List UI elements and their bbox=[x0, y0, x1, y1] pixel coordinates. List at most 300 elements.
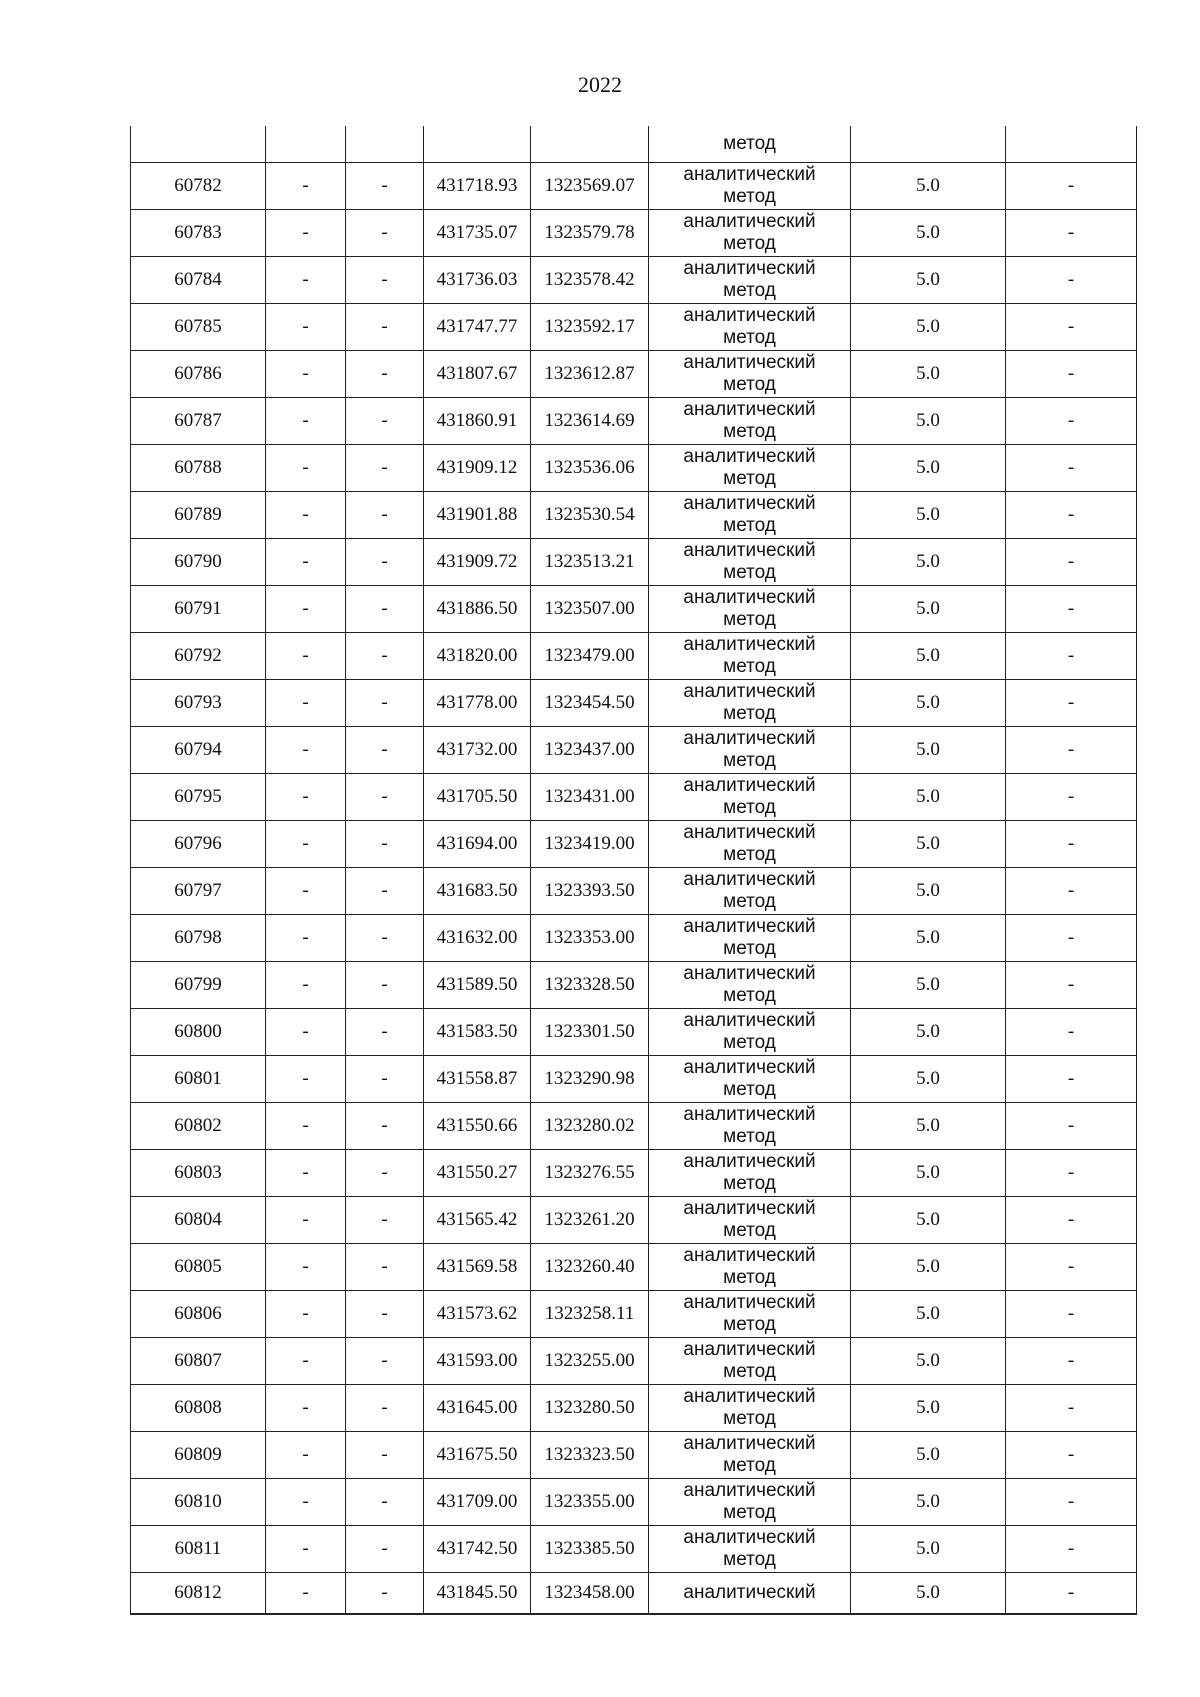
dash-cell: - bbox=[346, 586, 424, 633]
y-coordinate-cell: 1323578.42 bbox=[531, 257, 649, 304]
accuracy-cell: 5.0 bbox=[851, 351, 1006, 398]
method-line-2: метод bbox=[723, 609, 776, 630]
method-cell bbox=[649, 1338, 851, 1385]
method-cell bbox=[649, 1291, 851, 1338]
table-row bbox=[131, 492, 1137, 539]
method-line-2: метод bbox=[723, 1549, 776, 1570]
method-line-1: аналитический bbox=[683, 1104, 816, 1125]
method-line-1: аналитический bbox=[683, 1480, 816, 1501]
point-id-cell: 60797 bbox=[131, 868, 266, 915]
dash-cell: - bbox=[346, 492, 424, 539]
method-line-1: аналитический bbox=[683, 1527, 816, 1548]
method-line-1: аналитический bbox=[683, 540, 816, 561]
accuracy-cell: 5.0 bbox=[851, 1385, 1006, 1432]
dash-cell: - bbox=[346, 539, 424, 586]
x-coordinate-cell: 431732.00 bbox=[424, 727, 531, 774]
method-cell bbox=[649, 868, 851, 915]
accuracy-cell: 5.0 bbox=[851, 774, 1006, 821]
y-coordinate-cell: 1323454.50 bbox=[531, 680, 649, 727]
method-cell bbox=[649, 633, 851, 680]
accuracy-cell: 5.0 bbox=[851, 1009, 1006, 1056]
method-line-1: аналитический bbox=[683, 352, 816, 373]
accuracy-cell: 5.0 bbox=[851, 445, 1006, 492]
table-row bbox=[131, 1573, 1137, 1615]
y-coordinate-cell: 1323507.00 bbox=[531, 586, 649, 633]
dash-cell: - bbox=[1006, 257, 1137, 304]
point-id-cell: 60789 bbox=[131, 492, 266, 539]
table-row bbox=[131, 586, 1137, 633]
method-line-1: аналитический bbox=[683, 916, 816, 937]
dash-cell: - bbox=[1006, 1291, 1137, 1338]
dash-cell: - bbox=[346, 1056, 424, 1103]
method-line-2: метод bbox=[723, 421, 776, 442]
method-cell bbox=[649, 1432, 851, 1479]
dash-cell: - bbox=[1006, 163, 1137, 210]
method-cell bbox=[649, 210, 851, 257]
x-coordinate-cell: 431736.03 bbox=[424, 257, 531, 304]
dash-cell: - bbox=[1006, 774, 1137, 821]
method-line-1: аналитический bbox=[683, 1433, 816, 1454]
method-cell bbox=[649, 304, 851, 351]
point-id-cell: 60793 bbox=[131, 680, 266, 727]
method-line-2: метод bbox=[723, 562, 776, 583]
dash-cell: - bbox=[266, 915, 346, 962]
accuracy-cell: 5.0 bbox=[851, 1526, 1006, 1573]
method-line-1: аналитический bbox=[683, 1151, 816, 1172]
dash-cell: - bbox=[266, 586, 346, 633]
table-row bbox=[131, 163, 1137, 210]
dash-cell: - bbox=[346, 821, 424, 868]
table-cell bbox=[424, 126, 531, 163]
point-id-cell: 60790 bbox=[131, 539, 266, 586]
method-line-1: аналитический bbox=[683, 869, 816, 890]
x-coordinate-cell: 431694.00 bbox=[424, 821, 531, 868]
point-id-cell: 60811 bbox=[131, 1526, 266, 1573]
dash-cell: - bbox=[266, 492, 346, 539]
dash-cell: - bbox=[266, 1103, 346, 1150]
dash-cell: - bbox=[1006, 1056, 1137, 1103]
point-id-cell: 60806 bbox=[131, 1291, 266, 1338]
dash-cell: - bbox=[266, 351, 346, 398]
x-coordinate-cell: 431820.00 bbox=[424, 633, 531, 680]
dash-cell: - bbox=[266, 1385, 346, 1432]
dash-cell: - bbox=[1006, 633, 1137, 680]
x-coordinate-cell: 431705.50 bbox=[424, 774, 531, 821]
accuracy-cell: 5.0 bbox=[851, 1291, 1006, 1338]
dash-cell: - bbox=[346, 1526, 424, 1573]
dash-cell: - bbox=[266, 1291, 346, 1338]
table-row bbox=[131, 821, 1137, 868]
method-cell bbox=[649, 915, 851, 962]
point-id-cell: 60810 bbox=[131, 1479, 266, 1526]
method-line-1: аналитический bbox=[683, 399, 816, 420]
dash-cell: - bbox=[266, 680, 346, 727]
y-coordinate-cell: 1323258.11 bbox=[531, 1291, 649, 1338]
x-coordinate-cell: 431909.72 bbox=[424, 539, 531, 586]
point-id-cell: 60788 bbox=[131, 445, 266, 492]
method-cell: метод bbox=[649, 126, 851, 163]
method-cell bbox=[649, 1197, 851, 1244]
dash-cell: - bbox=[266, 633, 346, 680]
y-coordinate-cell: 1323393.50 bbox=[531, 868, 649, 915]
dash-cell: - bbox=[346, 257, 424, 304]
dash-cell: - bbox=[266, 304, 346, 351]
accuracy-cell: 5.0 bbox=[851, 868, 1006, 915]
method-line-2: метод bbox=[723, 891, 776, 912]
method-cell bbox=[649, 1244, 851, 1291]
dash-cell: - bbox=[346, 727, 424, 774]
table-cell bbox=[531, 126, 649, 163]
accuracy-cell: 5.0 bbox=[851, 1103, 1006, 1150]
method-line-2: метод bbox=[723, 1502, 776, 1523]
y-coordinate-cell: 1323479.00 bbox=[531, 633, 649, 680]
y-coordinate-cell: 1323437.00 bbox=[531, 727, 649, 774]
method-line-2: метод bbox=[723, 327, 776, 348]
dash-cell: - bbox=[266, 1009, 346, 1056]
dash-cell: - bbox=[1006, 445, 1137, 492]
y-coordinate-cell: 1323301.50 bbox=[531, 1009, 649, 1056]
table-row bbox=[131, 1291, 1137, 1338]
method-line-2: метод bbox=[723, 515, 776, 536]
point-id-cell: 60791 bbox=[131, 586, 266, 633]
dash-cell: - bbox=[1006, 915, 1137, 962]
x-coordinate-cell: 431718.93 bbox=[424, 163, 531, 210]
point-id-cell: 60796 bbox=[131, 821, 266, 868]
method-line-1: аналитический bbox=[683, 775, 816, 796]
x-coordinate-cell: 431807.67 bbox=[424, 351, 531, 398]
table-row bbox=[131, 351, 1137, 398]
accuracy-cell: 5.0 bbox=[851, 680, 1006, 727]
accuracy-cell: 5.0 bbox=[851, 539, 1006, 586]
dash-cell: - bbox=[1006, 868, 1137, 915]
accuracy-cell: 5.0 bbox=[851, 492, 1006, 539]
dash-cell: - bbox=[266, 398, 346, 445]
method-line-1: аналитический bbox=[683, 822, 816, 843]
method-line-1: аналитический bbox=[683, 634, 816, 655]
x-coordinate-cell: 431778.00 bbox=[424, 680, 531, 727]
accuracy-cell: 5.0 bbox=[851, 1197, 1006, 1244]
method-cell bbox=[649, 1103, 851, 1150]
dash-cell: - bbox=[266, 1244, 346, 1291]
x-coordinate-cell: 431569.58 bbox=[424, 1244, 531, 1291]
method-cell bbox=[649, 351, 851, 398]
table-row bbox=[131, 1150, 1137, 1197]
method-cell bbox=[649, 1526, 851, 1573]
method-cell bbox=[649, 821, 851, 868]
accuracy-cell: 5.0 bbox=[851, 1244, 1006, 1291]
x-coordinate-cell: 431747.77 bbox=[424, 304, 531, 351]
dash-cell: - bbox=[346, 962, 424, 1009]
method-line-2: метод bbox=[723, 186, 776, 207]
x-coordinate-cell: 431675.50 bbox=[424, 1432, 531, 1479]
dash-cell: - bbox=[1006, 210, 1137, 257]
x-coordinate-cell: 431583.50 bbox=[424, 1009, 531, 1056]
dash-cell: - bbox=[266, 1197, 346, 1244]
table-row bbox=[131, 1197, 1137, 1244]
dash-cell: - bbox=[346, 1479, 424, 1526]
y-coordinate-cell: 1323261.20 bbox=[531, 1197, 649, 1244]
method-line-1: аналитический bbox=[683, 493, 816, 514]
dash-cell: - bbox=[266, 1573, 346, 1615]
table-row bbox=[131, 633, 1137, 680]
table-cell bbox=[131, 126, 266, 163]
method-line-2: метод bbox=[723, 280, 776, 301]
x-coordinate-cell: 431886.50 bbox=[424, 586, 531, 633]
accuracy-cell: 5.0 bbox=[851, 821, 1006, 868]
method-cell bbox=[649, 398, 851, 445]
table-row bbox=[131, 210, 1137, 257]
method-cell bbox=[649, 1150, 851, 1197]
method-cell bbox=[649, 492, 851, 539]
accuracy-cell: 5.0 bbox=[851, 633, 1006, 680]
method-line-1: аналитический bbox=[683, 1582, 816, 1603]
dash-cell: - bbox=[266, 539, 346, 586]
point-id-cell: 60807 bbox=[131, 1338, 266, 1385]
method-cell bbox=[649, 1056, 851, 1103]
dash-cell: - bbox=[346, 351, 424, 398]
table-row bbox=[131, 774, 1137, 821]
method-line-2: метод bbox=[723, 1314, 776, 1335]
dash-cell: - bbox=[346, 915, 424, 962]
table-row bbox=[131, 727, 1137, 774]
table-row bbox=[131, 539, 1137, 586]
dash-cell: - bbox=[1006, 1244, 1137, 1291]
method-line-2: метод bbox=[723, 985, 776, 1006]
x-coordinate-cell: 431860.91 bbox=[424, 398, 531, 445]
dash-cell: - bbox=[266, 962, 346, 1009]
y-coordinate-cell: 1323431.00 bbox=[531, 774, 649, 821]
method-line-2: метод bbox=[723, 1361, 776, 1382]
dash-cell: - bbox=[266, 445, 346, 492]
y-coordinate-cell: 1323385.50 bbox=[531, 1526, 649, 1573]
method-line-2: метод bbox=[723, 1032, 776, 1053]
method-line-2: метод bbox=[723, 1455, 776, 1476]
dash-cell: - bbox=[1006, 1338, 1137, 1385]
dash-cell: - bbox=[346, 1573, 424, 1615]
dash-cell: - bbox=[1006, 962, 1137, 1009]
table-row bbox=[131, 1479, 1137, 1526]
dash-cell: - bbox=[1006, 1479, 1137, 1526]
accuracy-cell: 5.0 bbox=[851, 1338, 1006, 1385]
dash-cell: - bbox=[1006, 1103, 1137, 1150]
accuracy-cell: 5.0 bbox=[851, 210, 1006, 257]
x-coordinate-cell: 431709.00 bbox=[424, 1479, 531, 1526]
dash-cell: - bbox=[1006, 1009, 1137, 1056]
accuracy-cell: 5.0 bbox=[851, 257, 1006, 304]
method-cell bbox=[649, 680, 851, 727]
y-coordinate-cell: 1323614.69 bbox=[531, 398, 649, 445]
accuracy-cell: 5.0 bbox=[851, 1479, 1006, 1526]
dash-cell: - bbox=[346, 1197, 424, 1244]
x-coordinate-cell: 431550.27 bbox=[424, 1150, 531, 1197]
point-id-cell: 60803 bbox=[131, 1150, 266, 1197]
dash-cell: - bbox=[266, 1056, 346, 1103]
table-row bbox=[131, 1385, 1137, 1432]
table-row bbox=[131, 304, 1137, 351]
table-row bbox=[131, 1526, 1137, 1573]
method-cell bbox=[649, 445, 851, 492]
dash-cell: - bbox=[1006, 492, 1137, 539]
dash-cell: - bbox=[1006, 1197, 1137, 1244]
x-coordinate-cell: 431565.42 bbox=[424, 1197, 531, 1244]
x-coordinate-cell: 431735.07 bbox=[424, 210, 531, 257]
dash-cell: - bbox=[266, 210, 346, 257]
dash-cell: - bbox=[346, 680, 424, 727]
method-line-1: аналитический bbox=[683, 211, 816, 232]
y-coordinate-cell: 1323419.00 bbox=[531, 821, 649, 868]
point-id-cell: 60795 bbox=[131, 774, 266, 821]
table-cell bbox=[346, 126, 424, 163]
point-id-cell: 60804 bbox=[131, 1197, 266, 1244]
method-line-2: метод bbox=[723, 1267, 776, 1288]
table-row bbox=[131, 1244, 1137, 1291]
table-row bbox=[131, 257, 1137, 304]
method-line-1: аналитический bbox=[683, 1292, 816, 1313]
accuracy-cell: 5.0 bbox=[851, 1573, 1006, 1615]
y-coordinate-cell: 1323530.54 bbox=[531, 492, 649, 539]
x-coordinate-cell: 431645.00 bbox=[424, 1385, 531, 1432]
table-body bbox=[131, 126, 1137, 1614]
dash-cell: - bbox=[346, 1291, 424, 1338]
table-row bbox=[131, 398, 1137, 445]
method-line-1: аналитический bbox=[683, 681, 816, 702]
dash-cell: - bbox=[266, 1432, 346, 1479]
dash-cell: - bbox=[346, 1009, 424, 1056]
point-id-cell: 60786 bbox=[131, 351, 266, 398]
dash-cell: - bbox=[346, 304, 424, 351]
x-coordinate-cell: 431589.50 bbox=[424, 962, 531, 1009]
table-cell bbox=[851, 126, 1006, 163]
table-row bbox=[131, 445, 1137, 492]
dash-cell: - bbox=[346, 1150, 424, 1197]
y-coordinate-cell: 1323458.00 bbox=[531, 1573, 649, 1615]
method-line-1: аналитический bbox=[683, 963, 816, 984]
method-line-2: метод bbox=[723, 468, 776, 489]
method-line-2: метод bbox=[723, 797, 776, 818]
method-line-2: метод bbox=[723, 233, 776, 254]
method-line-2: метод bbox=[723, 844, 776, 865]
dash-cell: - bbox=[346, 1338, 424, 1385]
y-coordinate-cell: 1323579.78 bbox=[531, 210, 649, 257]
method-line-1: аналитический bbox=[683, 587, 816, 608]
dash-cell: - bbox=[346, 163, 424, 210]
x-coordinate-cell: 431683.50 bbox=[424, 868, 531, 915]
dash-cell: - bbox=[346, 398, 424, 445]
method-cell bbox=[649, 1479, 851, 1526]
dash-cell: - bbox=[346, 868, 424, 915]
method-line-2: метод bbox=[723, 1079, 776, 1100]
table-row bbox=[131, 1056, 1137, 1103]
dash-cell: - bbox=[1006, 1150, 1137, 1197]
dash-cell: - bbox=[266, 1338, 346, 1385]
table-row bbox=[131, 680, 1137, 727]
dash-cell: - bbox=[346, 1103, 424, 1150]
accuracy-cell: 5.0 bbox=[851, 304, 1006, 351]
point-id-cell: 60799 bbox=[131, 962, 266, 1009]
y-coordinate-cell: 1323592.17 bbox=[531, 304, 649, 351]
point-id-cell: 60784 bbox=[131, 257, 266, 304]
method-line-1: аналитический bbox=[683, 164, 816, 185]
y-coordinate-cell: 1323276.55 bbox=[531, 1150, 649, 1197]
y-coordinate-cell: 1323353.00 bbox=[531, 915, 649, 962]
method-cell bbox=[649, 539, 851, 586]
page-number: 2022 bbox=[578, 72, 622, 97]
method-line-2: метод bbox=[723, 938, 776, 959]
method-cell bbox=[649, 1009, 851, 1056]
point-id-cell: 60802 bbox=[131, 1103, 266, 1150]
dash-cell: - bbox=[346, 1432, 424, 1479]
y-coordinate-cell: 1323536.06 bbox=[531, 445, 649, 492]
point-id-cell: 60787 bbox=[131, 398, 266, 445]
method-line-2: метод bbox=[723, 1220, 776, 1241]
method-line-1: аналитический bbox=[683, 258, 816, 279]
dash-cell: - bbox=[266, 163, 346, 210]
dash-cell: - bbox=[1006, 727, 1137, 774]
method-line-1: аналитический bbox=[683, 1057, 816, 1078]
x-coordinate-cell: 431909.12 bbox=[424, 445, 531, 492]
y-coordinate-cell: 1323280.02 bbox=[531, 1103, 649, 1150]
dash-cell: - bbox=[266, 257, 346, 304]
dash-cell: - bbox=[346, 774, 424, 821]
x-coordinate-cell: 431632.00 bbox=[424, 915, 531, 962]
y-coordinate-cell: 1323323.50 bbox=[531, 1432, 649, 1479]
method-line-1: аналитический bbox=[683, 1198, 816, 1219]
accuracy-cell: 5.0 bbox=[851, 1150, 1006, 1197]
point-id-cell: 60812 bbox=[131, 1573, 266, 1615]
accuracy-cell: 5.0 bbox=[851, 962, 1006, 1009]
dash-cell: - bbox=[1006, 351, 1137, 398]
method-line-2: метод bbox=[723, 703, 776, 724]
method-cell bbox=[649, 774, 851, 821]
point-id-cell: 60792 bbox=[131, 633, 266, 680]
point-id-cell: 60782 bbox=[131, 163, 266, 210]
method-line-1: аналитический bbox=[683, 305, 816, 326]
method-line-1: аналитический bbox=[683, 1010, 816, 1031]
dash-cell: - bbox=[346, 1385, 424, 1432]
dash-cell: - bbox=[1006, 304, 1137, 351]
table-row bbox=[131, 1009, 1137, 1056]
y-coordinate-cell: 1323612.87 bbox=[531, 351, 649, 398]
method-line-2: метод bbox=[723, 1126, 776, 1147]
method-line-2: метод bbox=[723, 656, 776, 677]
point-id-cell: 60783 bbox=[131, 210, 266, 257]
method-line-2: метод bbox=[723, 374, 776, 395]
method-cell bbox=[649, 1573, 851, 1615]
point-id-cell: 60808 bbox=[131, 1385, 266, 1432]
point-id-cell: 60809 bbox=[131, 1432, 266, 1479]
dash-cell: - bbox=[1006, 398, 1137, 445]
point-id-cell: 60800 bbox=[131, 1009, 266, 1056]
accuracy-cell: 5.0 bbox=[851, 163, 1006, 210]
dash-cell: - bbox=[266, 727, 346, 774]
dash-cell: - bbox=[1006, 1432, 1137, 1479]
accuracy-cell: 5.0 bbox=[851, 398, 1006, 445]
table-row bbox=[131, 868, 1137, 915]
y-coordinate-cell: 1323569.07 bbox=[531, 163, 649, 210]
x-coordinate-cell: 431593.00 bbox=[424, 1338, 531, 1385]
dash-cell: - bbox=[266, 774, 346, 821]
y-coordinate-cell: 1323328.50 bbox=[531, 962, 649, 1009]
point-id-cell: 60801 bbox=[131, 1056, 266, 1103]
dash-cell: - bbox=[346, 1244, 424, 1291]
table-row bbox=[131, 962, 1137, 1009]
point-id-cell: 60794 bbox=[131, 727, 266, 774]
method-cell bbox=[649, 257, 851, 304]
accuracy-cell: 5.0 bbox=[851, 915, 1006, 962]
accuracy-cell: 5.0 bbox=[851, 727, 1006, 774]
x-coordinate-cell: 431558.87 bbox=[424, 1056, 531, 1103]
point-id-cell: 60785 bbox=[131, 304, 266, 351]
